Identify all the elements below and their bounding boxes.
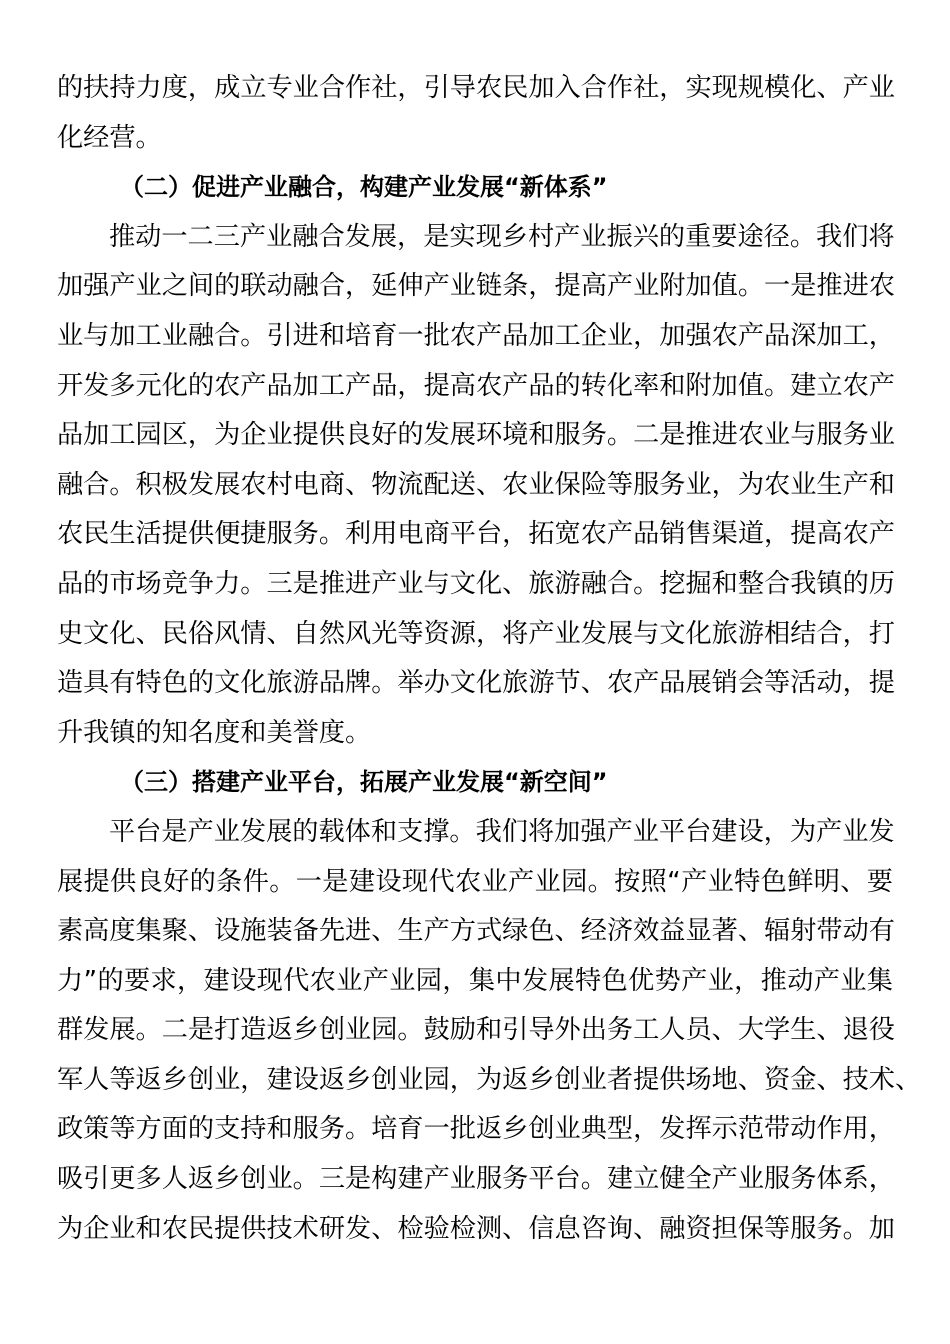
paragraph-line: 加强产业之间的联动融合，延伸产业链条，提高产业附加值。一是推进农	[57, 271, 895, 302]
paragraph-line: 业与加工业融合。引进和培育一批农产品加工企业，加强农产品深加工，	[57, 320, 895, 351]
paragraph-line: 吸引更多人返乡创业。三是构建产业服务平台。建立健全产业服务体系，	[57, 1164, 895, 1195]
paragraph-line: 开发多元化的农产品加工产品，提高农产品的转化率和附加值。建立农产	[57, 370, 895, 401]
paragraph-line: 化经营。	[57, 122, 162, 153]
paragraph-line: 融合。积极发展农村电商、物流配送、农业保险等服务业，为农业生产和	[57, 469, 895, 500]
document-body	[57, 64, 922, 1254]
paragraph-line: 农民生活提供便捷服务。利用电商平台，拓宽农产品销售渠道，提高农产	[57, 519, 895, 550]
paragraph-line: 群发展。二是打造返乡创业园。鼓励和引导外出务工人员、大学生、退役	[57, 1015, 895, 1046]
paragraph-line: 平台是产业发展的载体和支撑。我们将加强产业平台建设，为产业发	[109, 816, 895, 847]
paragraph-line: 为企业和农民提供技术研发、检验检测、信息咨询、融资担保等服务。加	[57, 1213, 895, 1244]
paragraph-line: 素高度集聚、设施装备先进、生产方式绿色、经济效益显著、辐射带动有	[57, 916, 895, 947]
paragraph-line: 展提供良好的条件。一是建设现代农业产业园。按照“产业特色鲜明、要	[57, 866, 893, 897]
paragraph-line: 推动一二三产业融合发展，是实现乡村产业振兴的重要途径。我们将	[109, 221, 895, 252]
section-heading: （二）促进产业融合，构建产业发展“新体系”	[120, 173, 608, 202]
paragraph-line: 品的市场竞争力。三是推进产业与文化、旅游融合。挖掘和整合我镇的历	[57, 568, 895, 599]
paragraph-line: 史文化、民俗风情、自然风光等资源，将产业发展与文化旅游相结合，打	[57, 618, 895, 649]
paragraph-line: 政策等方面的支持和服务。培育一批返乡创业典型，发挥示范带动作用，	[57, 1114, 895, 1145]
paragraph-line: 造具有特色的文化旅游品牌。举办文化旅游节、农产品展销会等活动，提	[57, 668, 895, 699]
paragraph-line: 力”的要求，建设现代农业产业园，集中发展特色优势产业，推动产业集	[57, 965, 893, 996]
paragraph-line: 品加工园区，为企业提供良好的发展环境和服务。二是推进农业与服务业	[57, 420, 895, 451]
paragraph-line: 升我镇的知名度和美誉度。	[57, 717, 372, 748]
section-heading: （三）搭建产业平台，拓展产业发展“新空间”	[120, 768, 608, 797]
paragraph-line: 军人等返乡创业，建设返乡创业园，为返乡创业者提供场地、资金、技术、	[57, 1064, 922, 1095]
paragraph-line: 的扶持力度，成立专业合作社，引导农民加入合作社，实现规模化、产业	[57, 73, 895, 103]
